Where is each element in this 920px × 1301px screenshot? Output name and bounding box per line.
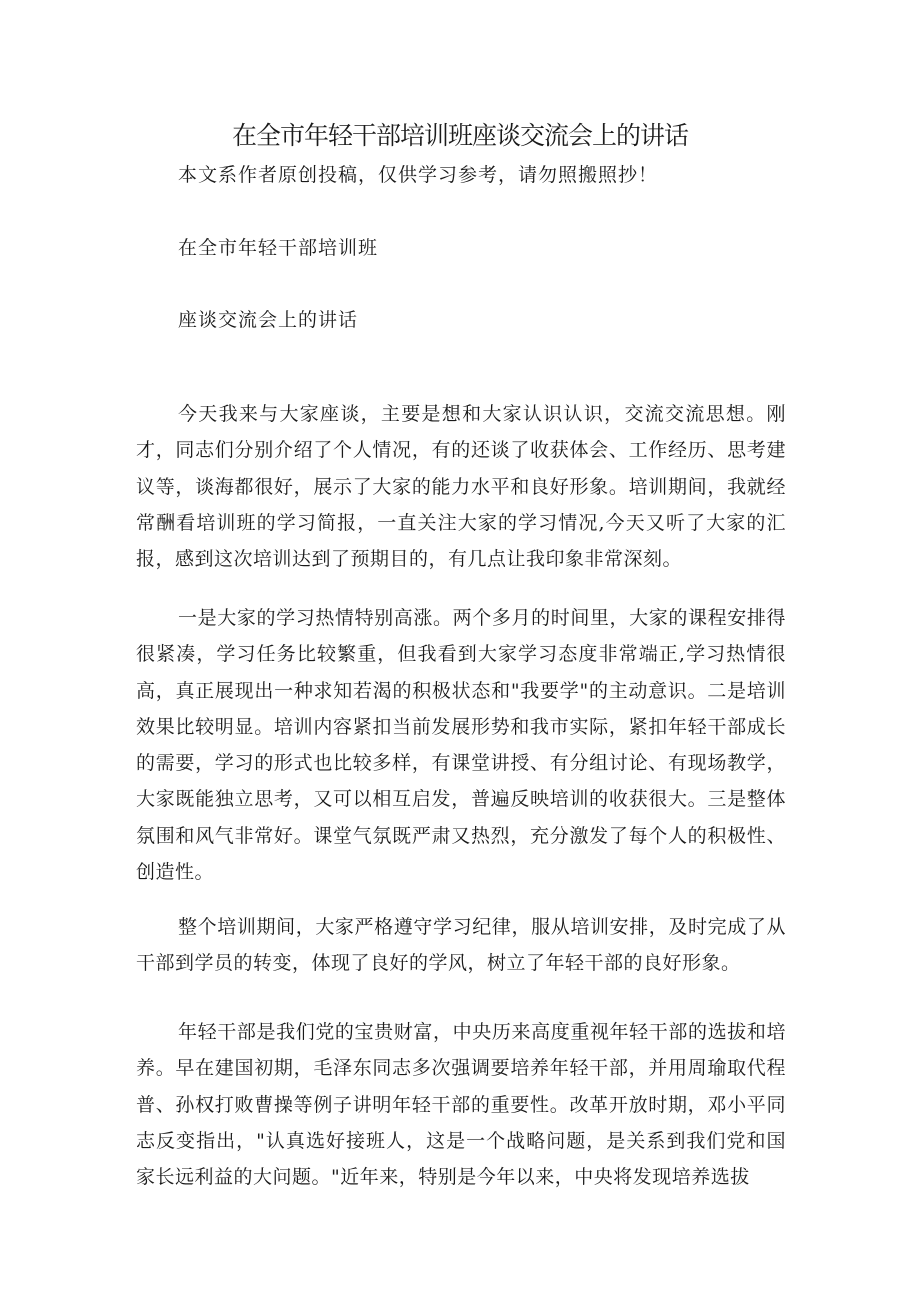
subtitle-line-2: 座谈交流会上的讲话 [178,309,359,331]
paragraph-1: 今天我来与大家座谈，主要是想和大家认识认识，交流交流思想。刚才，同志们分别介绍了个人情况，有的还谈了收获体会、工作经历、思考建议等，谈海都很好，展示了大家的能力水平和良好形象。培训期间，我就经常酬看培训班的学习简报，一直关注大家的学习情况,今天又听了大家的汇报，感到这次培训达到了预期目的，有几点让我印象非常深刻。 [136,403,786,571]
notice-line: 本文系作者原创投稿，仅供学习参考，请勿照搬照抄！ [178,164,659,186]
document-title: 在全市年轻干部培训班座谈交流会上的讲话 [231,121,688,150]
paragraph-2: 一是大家的学习热情特别高涨。两个多月的时间里，大家的课程安排得很紧凑，学习任务比较繁重，但我看到大家学习态度非常端正,学习热情很高，真正展现出一种求知若渴的积极状态和"我要学"的主动意识。二是培训效果比较明显。培训内容紧扣当前发展形势和我市实际，紧扣年轻干部成长的需要，学习的形式也比较多样，有课堂讲授、有分组讨论、有现场教学，大家既能独立思考，又可以相互启发，普遍反映培训的收获很大。三是整体氛围和风气非常好。课堂气氛既严肃又热烈，充分激发了每个人的积极性、创造性。 [136,607,786,884]
paragraph-3: 整个培训期间，大家严格遵守学习纪律，服从培训安排，及时完成了从干部到学员的转变，体现了良好的学风，树立了年轻干部的良好形象。 [136,916,786,975]
subtitle-line-1: 在全市年轻干部培训班 [178,237,379,259]
paragraph-4: 年轻干部是我们党的宝贵财富，中央历来高度重视年轻干部的选拔和培养。早在建国初期，毛泽东同志多次强调要培养年轻干部，并用周瑜取代程普、孙权打败曹操等例子讲明年轻干部的重要性。改革开放时期，邓小平同志反变指出，"认真选好接班人，这是一个战略问题，是关系到我们党和国家长远利益的大问题。"近年来，特别是今年以来，中央将发现培养选拔 [136,1021,786,1189]
